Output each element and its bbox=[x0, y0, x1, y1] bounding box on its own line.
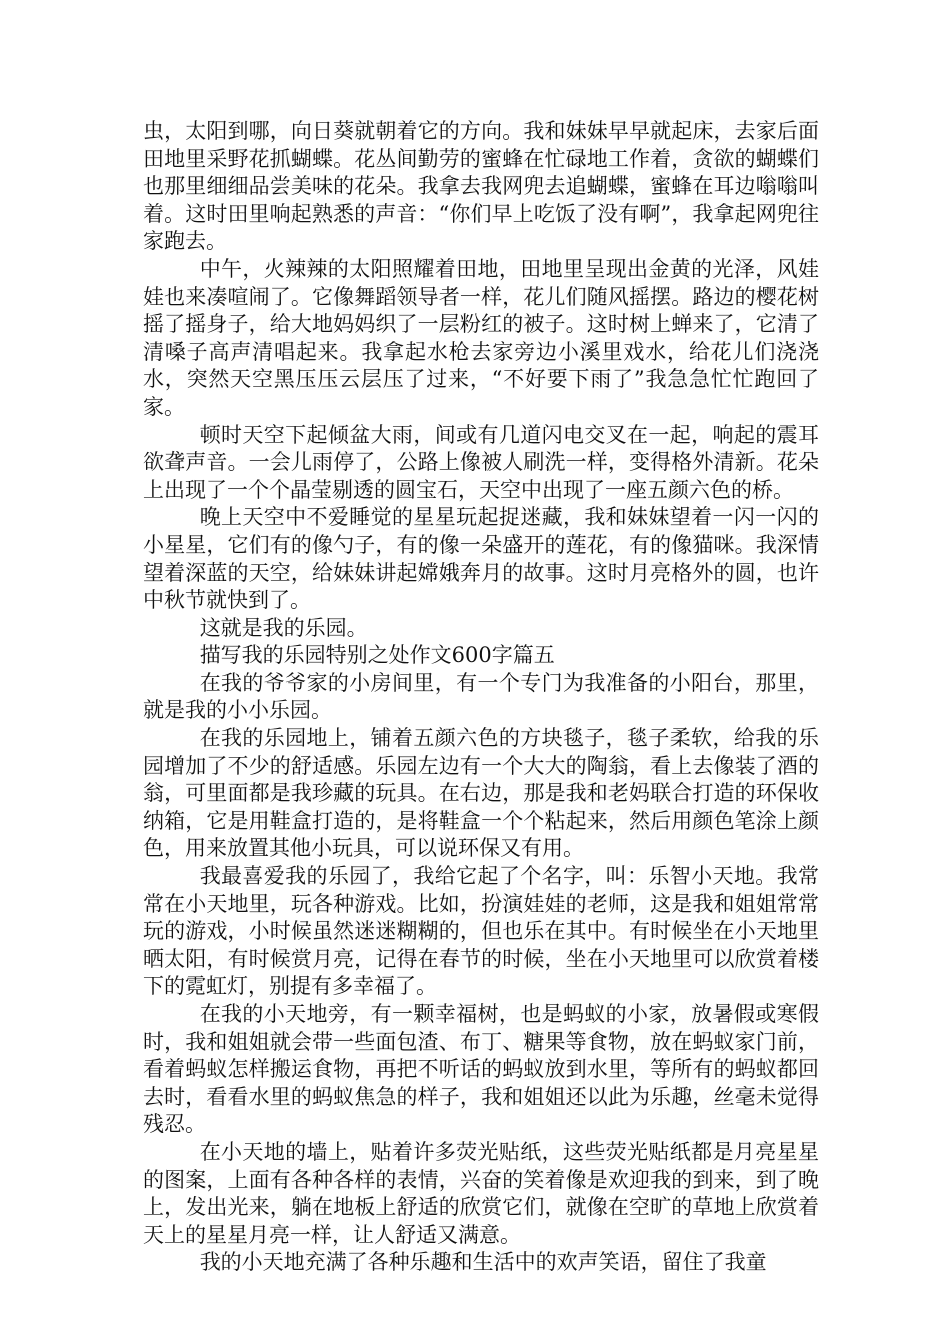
paragraph-9: 在我的小天地旁，有一颗幸福树，也是蚂蚁的小家，放暑假或寒假时，我和姐姐就会带一些面包渣、布丁、糖果等食物，放在蚂蚁家门前，看着蚂蚁怎样搬运食物，再把不听话的蚂蚁放到水里，等所有的蚂蚁都回去时，看看水里的蚂蚁焦急的样子，我和姐姐还以此为乐趣，丝毫未觉得残忍。 bbox=[143, 1002, 819, 1137]
paragraph-5: 这就是我的乐园。 bbox=[199, 615, 368, 640]
paragraph-4: 晚上天空中不爱睡觉的星星玩起捉迷藏，我和妹妹望着一闪一闪的小星星，它们有的像勺子，有的像一朵盛开的莲花，有的像猫咪。我深情望着深蓝的天空，给妹妹讲起嫦娥奔月的故事。这时月亮格外的圆，也许中秋节就快到了。 bbox=[143, 505, 819, 613]
paragraph-3: 顿时天空下起倾盆大雨，间或有几道闪电交叉在一起，响起的震耳欲聋声音。一会儿雨停了，公路上像被人刷洗一样，变得格外清新。花朵上出现了一个个晶莹剔透的圆宝石，天空中出现了一座五颜六色的桥。 bbox=[143, 422, 819, 502]
paragraph-1: 虫，太阳到哪，向日葵就朝着它的方向。我和妹妹早早就起床，去家后面田地里采野花抓蝴蝶。花丛间勤劳的蜜蜂在忙碌地工作着，贪欲的蝴蝶们也那里细细品尝美味的花朵。我拿去我网兜去追蝴蝶，蜜蜂在耳边嗡嗡叫着。这时田里响起熟悉的声音：“你们早上吃饭了没有啊”，我拿起网兜往家跑去。 bbox=[143, 119, 819, 254]
paragraph-2: 中午，火辣辣的太阳照耀着田地，田地里呈现出金黄的光泽，风娃娃也来凑喧闹了。它像舞蹈领导者一样，花儿们随风摇摆。路边的樱花树摇了摇身子，给大地妈妈织了一层粉红的被子。这时树上蝉来了，它清了清嗓子高声清唱起来。我拿起水枪去家旁边小溪里戏水，给花儿们浇浇水，突然天空黑压压云层压了过来，“不好要下雨了”我急急忙忙跑回了家。 bbox=[143, 256, 819, 419]
paragraph-7: 在我的乐园地上，铺着五颜六色的方块毯子，毯子柔软，给我的乐园增加了不少的舒适感。乐园左边有一个大大的陶翁，看上去像装了酒的翁，可里面都是我珍藏的玩具。在右边，那是我和老妈联合打造的环保收纳箱，它是用鞋盒打造的，是将鞋盒一个个粘起来，然后用颜色笔涂上颜色，用来放置其他小玩具，可以说环保又有用。 bbox=[143, 726, 819, 861]
paragraph-6: 在我的爷爷家的小房间里，有一个专门为我准备的小阳台，那里，就是我的小小乐园。 bbox=[143, 670, 819, 723]
section-heading: 描写我的乐园特别之处作文600字篇五 bbox=[199, 643, 555, 668]
document-body bbox=[143, 118, 819, 1277]
paragraph-10: 在小天地的墙上，贴着许多荧光贴纸，这些荧光贴纸都是月亮星星的图案，上面有各种各样的表情，兴奋的笑着像是欢迎我的到来，到了晚上，发出光来，躺在地板上舒适的欣赏它们，就像在空旷的草地上欣赏着天上的星星月亮一样，让人舒适又满意。 bbox=[143, 1139, 819, 1247]
paragraph-11: 我的小天地充满了各种乐趣和生活中的欢声笑语，留住了我童 bbox=[199, 1250, 767, 1275]
paragraph-8: 我最喜爱我的乐园了，我给它起了个名字，叫：乐智小天地。我常常在小天地里，玩各种游戏。比如，扮演娃娃的老师，这是我和姐姐常常玩的游戏，小时候虽然迷迷糊糊的，但也乐在其中。有时候坐在小天地里晒太阳，有时候赏月亮，记得在春节的时候，坐在小天地里可以欣赏着楼下的霓虹灯，别提有多幸福了。 bbox=[143, 864, 819, 999]
